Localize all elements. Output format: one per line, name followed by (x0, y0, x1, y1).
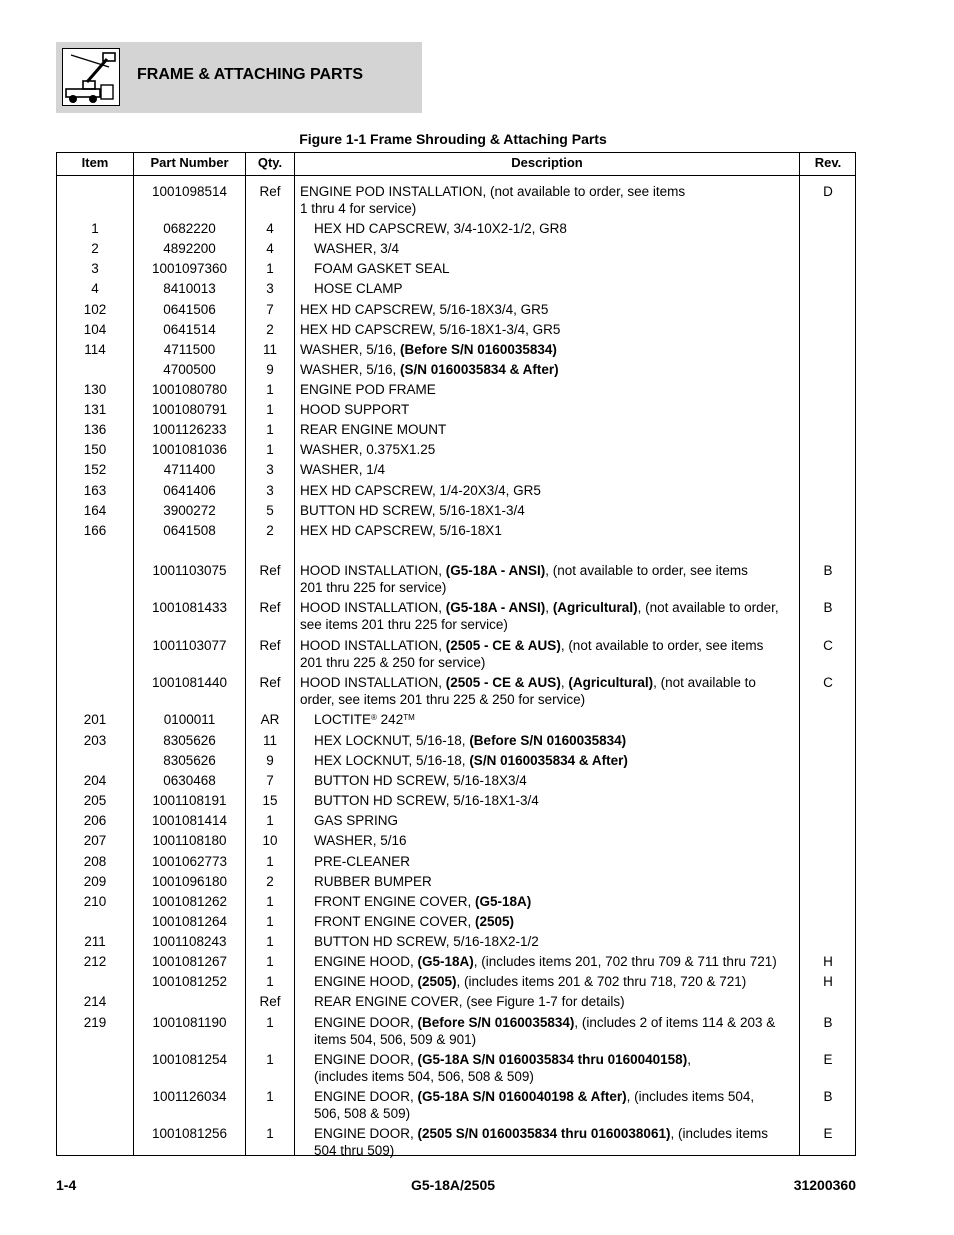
quantity: 2 (266, 322, 274, 337)
description (300, 301, 800, 318)
part-number: 3900272 (163, 503, 216, 518)
item-number: 130 (83, 382, 107, 397)
description-text: HOSE CLAMP (314, 281, 403, 296)
description (300, 361, 800, 378)
quantity: 1 (266, 1015, 274, 1030)
column-header-qty: Qty. (257, 155, 283, 170)
page-number: 1-4 (56, 1177, 77, 1193)
quantity: 1 (266, 934, 274, 949)
description-text: (G5-18A) (417, 954, 474, 969)
description (300, 637, 800, 671)
part-number: 1001081256 (151, 1126, 228, 1141)
part-number: 1001126233 (152, 422, 227, 437)
description (314, 832, 800, 849)
description-text: , (not available to order, see items (560, 638, 764, 653)
quantity: 2 (266, 523, 274, 538)
description (314, 933, 800, 950)
description-text: HOOD INSTALLATION, (300, 563, 446, 578)
quantity: 1 (266, 1089, 274, 1104)
item-number: 1 (91, 221, 99, 236)
description-text: items 504, 506, 509 & 901) (314, 1032, 477, 1047)
description-text: (G5-18A - ANSI) (445, 563, 546, 578)
description-text: FRONT ENGINE COVER, (314, 894, 476, 909)
quantity: 4 (266, 241, 274, 256)
description-text: ® (371, 713, 377, 722)
description (300, 502, 800, 519)
description (314, 260, 800, 277)
part-number: 4711500 (163, 342, 216, 357)
description-text: (2505 - CE & AUS) (445, 675, 561, 690)
description-text: 201 thru 225 & 250 for service) (300, 655, 486, 670)
description (300, 341, 800, 358)
quantity: Ref (259, 600, 281, 615)
item-number: 205 (83, 793, 107, 808)
document-number: 31200360 (793, 1177, 856, 1193)
part-number: 4700500 (163, 362, 216, 377)
quantity: 1 (266, 1126, 274, 1141)
description-text: WASHER, 5/16 (314, 833, 407, 848)
quantity: 1 (266, 442, 274, 457)
description (300, 562, 800, 596)
description-text: 506, 508 & 509) (314, 1106, 411, 1121)
part-number: 8410013 (163, 281, 216, 296)
quantity: 3 (266, 281, 274, 296)
quantity: 11 (262, 733, 277, 748)
description-text: WASHER, 5/16, (300, 362, 401, 377)
part-number: 1001103075 (152, 563, 227, 578)
description-text: , (not available to (653, 675, 756, 690)
description (314, 772, 800, 789)
description (314, 1051, 800, 1085)
description-text: REAR ENGINE COVER, (see Figure 1-7 for details) (314, 994, 625, 1009)
description-text: ENGINE HOOD, (314, 954, 418, 969)
item-number: 3 (91, 261, 99, 276)
description-text: PRE-CLEANER (314, 854, 411, 869)
model-name: G5-18A/2505 (410, 1177, 496, 1193)
part-number: 0630468 (163, 773, 216, 788)
column-header-part-number: Part Number (150, 155, 229, 170)
description-text: FRONT ENGINE COVER, (314, 914, 476, 929)
part-number: 1001081190 (152, 1015, 227, 1030)
revision: H (823, 954, 833, 969)
description-text: (G5-18A) (475, 894, 532, 909)
description (314, 220, 800, 237)
description-text: , (includes items 201, 702 thru 709 & 711 thru 721) (473, 954, 777, 969)
revision: B (823, 563, 833, 578)
part-number: 1001081036 (151, 442, 228, 457)
part-number: 1001081267 (151, 954, 228, 969)
part-number: 1001103077 (152, 638, 227, 653)
quantity: 1 (266, 954, 274, 969)
column-header-description: Description (511, 155, 583, 170)
part-number: 8305626 (163, 733, 216, 748)
column-header-rev: Rev. (814, 155, 842, 170)
revision: B (823, 1089, 833, 1104)
quantity: 1 (266, 261, 274, 276)
item-number: 203 (83, 733, 107, 748)
revision: H (823, 974, 833, 989)
item-number: 102 (83, 302, 107, 317)
description-text: HEX HD CAPSCREW, 5/16-18X1 (300, 523, 502, 538)
part-number: 1001080791 (151, 402, 228, 417)
part-number: 0682220 (163, 221, 216, 236)
part-number: 1001108180 (152, 833, 227, 848)
part-number: 1001108191 (152, 793, 227, 808)
description-text: (2505 - CE & AUS) (445, 638, 561, 653)
item-number: 163 (83, 483, 107, 498)
description-text: , (687, 1052, 691, 1067)
description-text: LOCTITE (314, 712, 372, 727)
quantity: Ref (259, 563, 281, 578)
revision: C (823, 675, 833, 690)
description-text: HEX HD CAPSCREW, 3/4-10X2-1/2, GR8 (314, 221, 567, 236)
description (314, 711, 800, 728)
description (300, 599, 800, 633)
part-number: 1001081264 (151, 914, 228, 929)
quantity: 10 (262, 833, 278, 848)
quantity: 1 (266, 854, 274, 869)
quantity: 9 (266, 362, 274, 377)
description (314, 873, 800, 890)
part-number: 8305626 (163, 753, 216, 768)
part-number: 1001081440 (151, 675, 228, 690)
description (300, 401, 800, 418)
quantity: 7 (266, 302, 274, 317)
description (314, 1014, 800, 1048)
description-text: ENGINE HOOD, (314, 974, 418, 989)
part-number: 0100011 (163, 712, 216, 727)
item-number: 4 (91, 281, 99, 296)
description-text: 201 thru 225 for service) (300, 580, 447, 595)
description-text: (Before S/N 0160035834) (400, 342, 557, 357)
quantity: 7 (266, 773, 274, 788)
description (314, 792, 800, 809)
description-text: (Before S/N 0160035834) (469, 733, 627, 748)
item-number: 136 (83, 422, 107, 437)
description-text: HOOD INSTALLATION, (300, 675, 446, 690)
quantity: 1 (266, 422, 274, 437)
description-text: BUTTON HD SCREW, 5/16-18X3/4 (314, 773, 527, 788)
description-text: , (includes items 201 & 702 thru 718, 720 & 721) (456, 974, 747, 989)
quantity: 2 (266, 874, 274, 889)
quantity: 5 (266, 503, 274, 518)
description (300, 321, 800, 338)
description-text: (Agricultural) (552, 600, 638, 615)
description-text: HEX HD CAPSCREW, 5/16-18X1-3/4, GR5 (300, 322, 561, 337)
description (314, 973, 800, 990)
description (314, 1125, 800, 1159)
description (314, 953, 800, 970)
description-text: HOOD INSTALLATION, (300, 638, 446, 653)
revision: B (823, 600, 833, 615)
header-divider (57, 175, 855, 176)
description-text: , (includes items 504, (626, 1089, 755, 1104)
description (314, 240, 800, 257)
description-text: TM (403, 713, 415, 722)
part-number: 1001080780 (151, 382, 228, 397)
description (300, 421, 800, 438)
column-header-item: Item (81, 155, 109, 170)
part-number: 1001126034 (152, 1089, 227, 1104)
parts-table (56, 152, 856, 1156)
description-text: (G5-18A S/N 0160035834 thru 0160040158) (417, 1052, 688, 1067)
description-text: HOOD SUPPORT (300, 402, 410, 417)
description-text: HEX LOCKNUT, 5/16-18, (314, 733, 470, 748)
item-number: 114 (84, 342, 106, 357)
description-text: (includes items 504, 506, 508 & 509) (314, 1069, 534, 1084)
description-text: ENGINE DOOR, (314, 1089, 418, 1104)
quantity: 1 (266, 402, 274, 417)
quantity: 9 (266, 753, 274, 768)
item-number: 204 (83, 773, 107, 788)
description (300, 183, 800, 217)
quantity: Ref (259, 184, 281, 199)
description-text: see items 201 thru 225 for service) (300, 617, 508, 632)
quantity: 1 (266, 813, 274, 828)
quantity: 1 (266, 914, 274, 929)
description-text: RUBBER BUMPER (314, 874, 432, 889)
description-text: ENGINE POD FRAME (300, 382, 436, 397)
item-number: 212 (83, 954, 107, 969)
description-text: , (545, 600, 553, 615)
part-number: 1001081433 (151, 600, 228, 615)
item-number: 208 (83, 854, 107, 869)
description (314, 752, 800, 769)
description-text: , (not available to order, see items (545, 563, 748, 578)
quantity: 1 (266, 894, 274, 909)
item-number: 164 (83, 503, 107, 518)
item-number: 152 (83, 462, 107, 477)
quantity: Ref (259, 638, 281, 653)
description (300, 674, 800, 708)
item-number: 209 (83, 874, 107, 889)
item-number: 214 (83, 994, 107, 1009)
revision: D (823, 184, 833, 199)
quantity: 11 (262, 342, 277, 357)
description-text: (Before S/N 0160035834) (417, 1015, 575, 1030)
part-number: 1001081414 (151, 813, 228, 828)
description-text: BUTTON HD SCREW, 5/16-18X1-3/4 (300, 503, 525, 518)
description (314, 853, 800, 870)
quantity: 3 (266, 483, 274, 498)
description-text: , (includes items (670, 1126, 768, 1141)
item-number: 206 (83, 813, 107, 828)
description-text: WASHER, 1/4 (300, 462, 386, 477)
item-number: 211 (84, 934, 106, 949)
description-text: 1 thru 4 for service) (300, 201, 417, 216)
part-number: 0641506 (163, 302, 216, 317)
description (314, 732, 800, 749)
section-title: FRAME & ATTACHING PARTS (137, 66, 364, 83)
part-number: 1001062773 (151, 854, 228, 869)
quantity: AR (260, 712, 280, 727)
item-number: 131 (83, 402, 107, 417)
description-text: (S/N 0160035834 & After) (469, 753, 628, 768)
description-text: (G5-18A S/N 0160040198 & After) (417, 1089, 627, 1104)
description (300, 441, 800, 458)
description (300, 522, 800, 539)
description (314, 913, 800, 930)
quantity: 3 (266, 462, 274, 477)
description-text: , (includes 2 of items 114 & 203 & (574, 1015, 776, 1030)
description-text: , (not available to order, (637, 600, 779, 615)
part-number: 1001081254 (151, 1052, 228, 1067)
item-number: 104 (83, 322, 107, 337)
description-text: (G5-18A - ANSI) (445, 600, 546, 615)
part-number: 1001081262 (151, 894, 228, 909)
revision: B (823, 1015, 833, 1030)
description-text: ENGINE DOOR, (314, 1052, 418, 1067)
description-text: (Agricultural) (568, 675, 654, 690)
description-text: (2505) (417, 974, 457, 989)
item-number: 201 (83, 712, 107, 727)
description-text: , (560, 675, 569, 690)
revision: C (823, 638, 833, 653)
description (300, 461, 800, 478)
description-text: 504 thru 509) (314, 1143, 395, 1158)
item-number: 2 (91, 241, 99, 256)
description-text: HEX LOCKNUT, 5/16-18, (314, 753, 470, 768)
boom-lift-icon (62, 48, 120, 106)
figure-title: Figure 1-1 Frame Shrouding & Attaching Parts (299, 131, 607, 147)
part-number: 1001098514 (151, 184, 228, 199)
part-number: 0641406 (163, 483, 216, 498)
quantity: 1 (266, 974, 274, 989)
part-number: 4892200 (163, 241, 216, 256)
description-text: FOAM GASKET SEAL (314, 261, 450, 276)
column-divider (294, 153, 295, 1155)
item-number: 150 (83, 442, 107, 457)
description-text: (2505) (475, 914, 515, 929)
description-text: HEX HD CAPSCREW, 1/4-20X3/4, GR5 (300, 483, 541, 498)
quantity: 1 (266, 1052, 274, 1067)
description (300, 482, 800, 499)
description (300, 381, 800, 398)
part-number: 1001081252 (151, 974, 228, 989)
description (314, 893, 800, 910)
description-text: BUTTON HD SCREW, 5/16-18X1-3/4 (314, 793, 539, 808)
item-number: 207 (83, 833, 107, 848)
part-number: 4711400 (163, 462, 216, 477)
description-text: WASHER, 3/4 (314, 241, 400, 256)
description-text: BUTTON HD SCREW, 5/16-18X2-1/2 (314, 934, 539, 949)
description-text: 242 (376, 712, 404, 727)
item-number: 219 (83, 1015, 107, 1030)
revision: E (823, 1052, 833, 1067)
description-text: GAS SPRING (314, 813, 399, 828)
quantity: 4 (266, 221, 274, 236)
description-text: ENGINE DOOR, (314, 1126, 418, 1141)
part-number: 1001097360 (151, 261, 228, 276)
description-text: (S/N 0160035834 & After) (400, 362, 559, 377)
description-text: REAR ENGINE MOUNT (300, 422, 447, 437)
description (314, 1088, 800, 1122)
part-number: 0641514 (163, 322, 216, 337)
revision: E (823, 1126, 833, 1141)
part-number: 1001096180 (151, 874, 228, 889)
description-text: HOOD INSTALLATION, (300, 600, 446, 615)
quantity: Ref (259, 675, 281, 690)
item-number: 210 (83, 894, 107, 909)
description (314, 993, 800, 1010)
quantity: 15 (262, 793, 278, 808)
description-text: order, see items 201 thru 225 & 250 for service) (300, 692, 586, 707)
description-text: HEX HD CAPSCREW, 5/16-18X3/4, GR5 (300, 302, 549, 317)
quantity: Ref (259, 994, 281, 1009)
part-number: 0641508 (163, 523, 216, 538)
description (314, 280, 800, 297)
description-text: WASHER, 5/16, (300, 342, 401, 357)
description-text: ENGINE POD INSTALLATION, (not available to order, see items (300, 184, 686, 199)
description (314, 812, 800, 829)
description-text: (2505 S/N 0160035834 thru 0160038061) (417, 1126, 671, 1141)
description-text: ENGINE DOOR, (314, 1015, 418, 1030)
description-text: WASHER, 0.375X1.25 (300, 442, 436, 457)
item-number: 166 (83, 523, 107, 538)
quantity: 1 (266, 382, 274, 397)
part-number: 1001108243 (152, 934, 227, 949)
